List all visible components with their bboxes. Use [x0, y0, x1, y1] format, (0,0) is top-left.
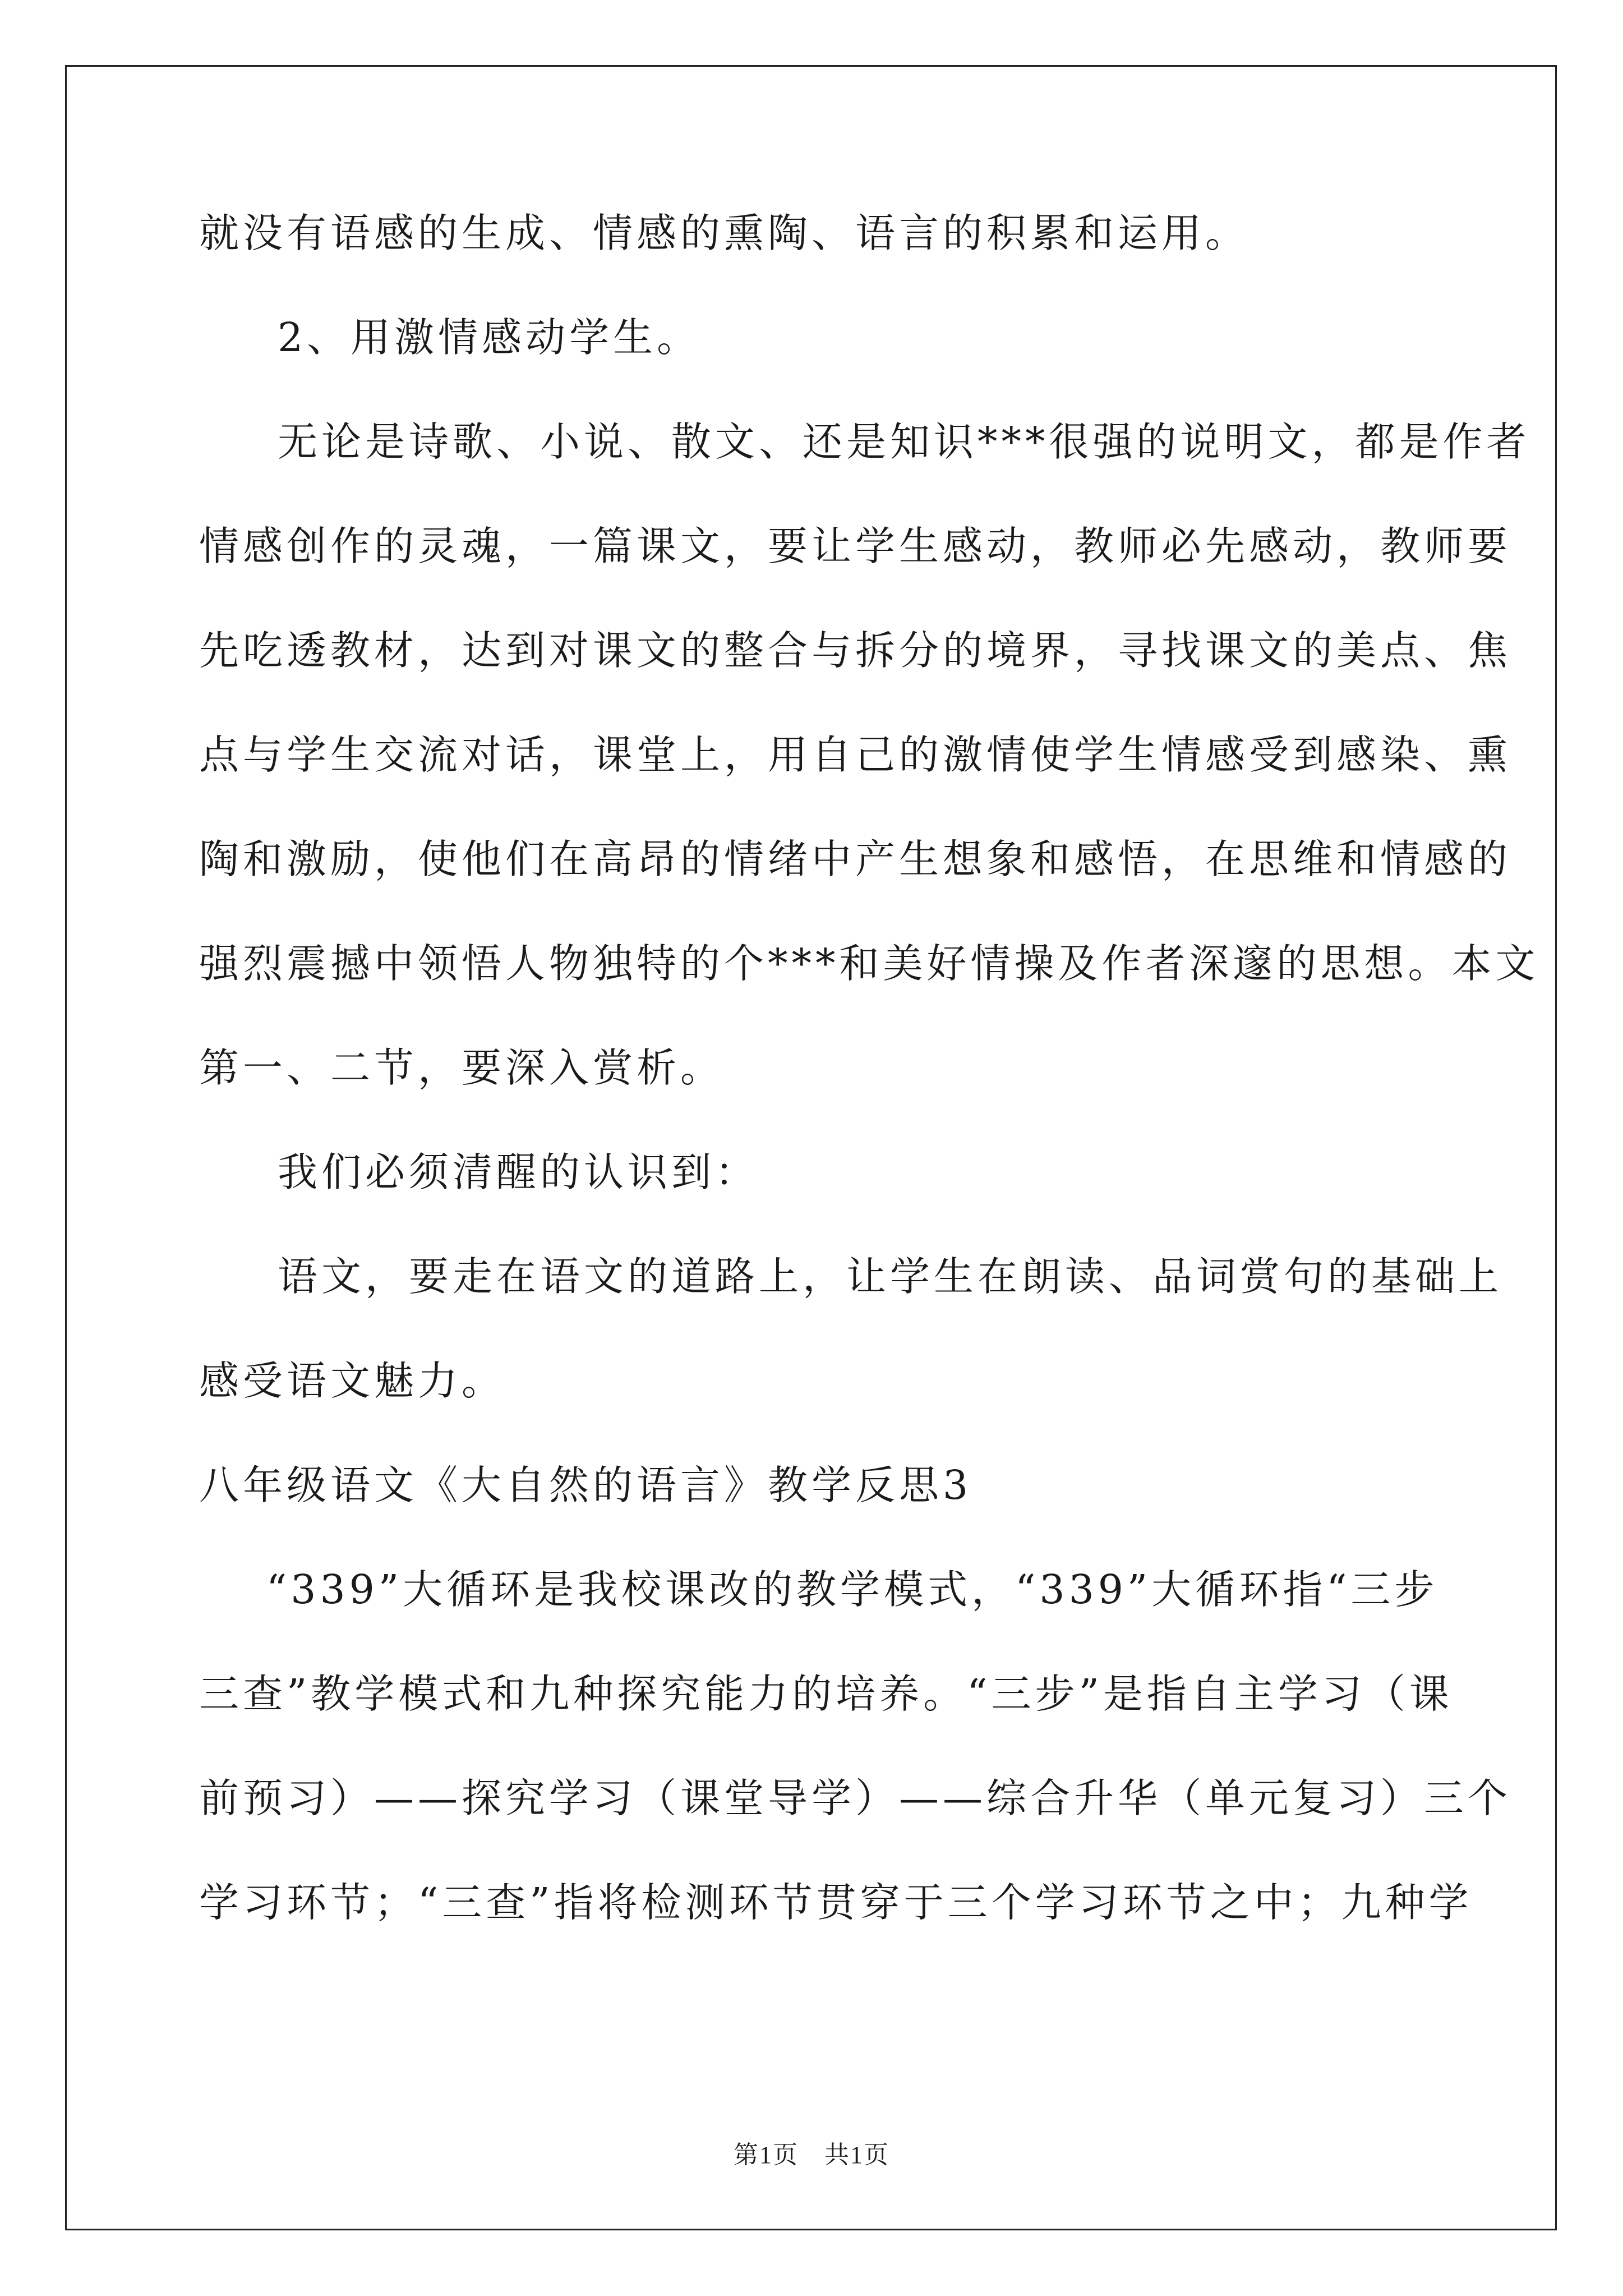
- text-line: 先吃透教材，达到对课文的整合与拆分的境界，寻找课文的美点、焦: [199, 627, 1512, 674]
- text-line: 点与学生交流对话，课堂上，用自己的激情使学生情感受到感染、熏: [199, 731, 1512, 778]
- text-line: 第一、二节，要深入赏析。: [199, 1045, 725, 1091]
- text-line: “339”大循环是我校课改的教学模式，“339”大循环指“三步: [266, 1566, 1438, 1613]
- text-line: 陶和激励，使他们在高昂的情绪中产生想象和感悟，在思维和情感的: [199, 836, 1512, 882]
- section-subheading: 2、用激情感动学生。: [278, 314, 701, 361]
- text-line: 无论是诗歌、小说、散文、还是知识***很强的说明文，都是作者: [278, 418, 1530, 465]
- page-footer: 第1页 共1页: [734, 2141, 889, 2169]
- text-line: 强烈震撼中领悟人物独特的个***和美好情操及作者深邃的思想。本文: [199, 940, 1539, 987]
- text-line: 语文，要走在语文的道路上，让学生在朗读、品词赏句的基础上: [278, 1253, 1503, 1300]
- text-line: 学习环节；“三查”指将检测环节贯穿于三个学习环节之中；九种学: [199, 1879, 1473, 1926]
- text-line: 感受语文魅力。: [199, 1358, 506, 1404]
- text-line: 情感创作的灵魂，一篇课文，要让学生感动，教师必先感动，教师要: [199, 523, 1512, 569]
- text-line: 我们必须清醒的认识到：: [278, 1149, 759, 1195]
- text-line: 三查”教学模式和九种探究能力的培养。“三步”是指自主学习（课: [199, 1671, 1453, 1717]
- text-line: 前预习）——探究学习（课堂导学）——综合升华（单元复习）三个: [199, 1775, 1512, 1821]
- text-line: 就没有语感的生成、情感的熏陶、语言的积累和运用。: [199, 210, 1249, 256]
- section-heading: 八年级语文《大自然的语言》教学反思3: [199, 1462, 972, 1508]
